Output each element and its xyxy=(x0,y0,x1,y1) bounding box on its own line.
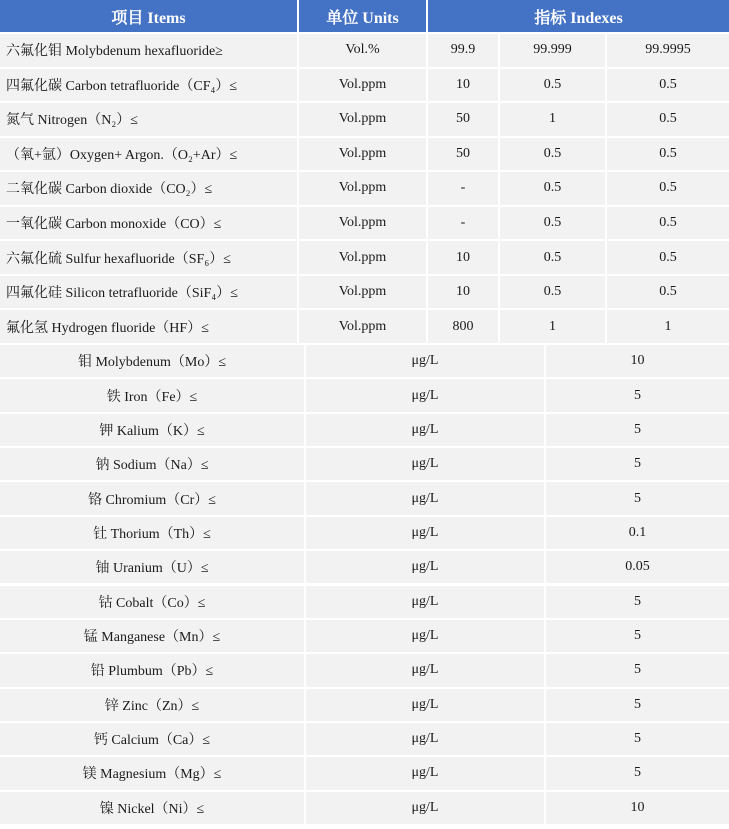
item-name: 氮气 Nitrogen（N₂）≤ xyxy=(0,103,299,136)
index-value-3: 99.9995 xyxy=(645,42,691,58)
item-name: 锌 Zinc（Zn）≤ xyxy=(0,689,306,721)
table-row xyxy=(0,69,729,104)
index-value-1: 10 xyxy=(428,276,500,309)
unit-value: μg/L xyxy=(306,517,546,549)
index-value-3: 0.5 xyxy=(659,145,677,161)
item-name: 锰 Manganese（Mn）≤ xyxy=(0,620,306,652)
index-value: 0.1 xyxy=(628,524,647,540)
unit-value: μg/L xyxy=(306,654,546,686)
header-units: 单位 Units xyxy=(299,0,428,32)
item-name: 四氟化硅 Silicon tetrafluoride（SiF₄）≤ xyxy=(0,276,299,309)
unit-value: μg/L xyxy=(306,792,546,824)
unit-value: Vol.ppm xyxy=(299,310,428,343)
unit-value: Vol.ppm xyxy=(299,103,428,136)
table-row xyxy=(0,482,729,516)
item-name: 钾 Kalium（K）≤ xyxy=(0,414,306,446)
index-value: 10 xyxy=(630,353,645,369)
table-row xyxy=(0,586,729,620)
item-name: 铬 Chromium（Cr）≤ xyxy=(0,482,306,514)
index-value-1: 800 xyxy=(428,310,500,343)
index-value-1: - xyxy=(428,172,500,205)
unit-value: Vol.ppm xyxy=(299,172,428,205)
table-row xyxy=(0,172,729,207)
unit-value: Vol.% xyxy=(299,34,428,67)
index-value: 5 xyxy=(634,456,641,472)
table-row xyxy=(0,310,729,345)
table-row xyxy=(0,34,729,69)
unit-value: μg/L xyxy=(306,689,546,721)
item-name: （氧+氩）Oxygen+ Argon.（O₂+Ar）≤ xyxy=(0,138,299,171)
index-value-3: 0.5 xyxy=(659,249,677,265)
index-value-2: 0.5 xyxy=(500,69,607,102)
unit-value: Vol.ppm xyxy=(299,207,428,240)
table-header xyxy=(0,0,729,34)
index-value-3: 0.5 xyxy=(659,215,677,231)
unit-value: μg/L xyxy=(306,482,546,514)
index-value: 5 xyxy=(634,593,641,609)
index-value-1: 10 xyxy=(428,241,500,274)
unit-value: μg/L xyxy=(306,620,546,652)
index-value-3: 0.5 xyxy=(659,284,677,300)
index-value-3: 0.5 xyxy=(659,76,677,92)
table-row xyxy=(0,757,729,791)
table-row xyxy=(0,792,729,826)
index-value: 5 xyxy=(634,387,641,403)
index-value-3: 0.5 xyxy=(659,111,677,127)
unit-value: Vol.ppm xyxy=(299,138,428,171)
index-value-2: 0.5 xyxy=(500,276,607,309)
index-value-2: 0.5 xyxy=(500,172,607,205)
index-value-3: 1 xyxy=(664,318,672,334)
table-row xyxy=(0,241,729,276)
unit-value: μg/L xyxy=(306,345,546,377)
index-value: 10 xyxy=(630,799,645,815)
unit-value: μg/L xyxy=(306,723,546,755)
index-value-1: 50 xyxy=(428,138,500,171)
item-name: 铁 Iron（Fe）≤ xyxy=(0,379,306,411)
table-row xyxy=(0,723,729,757)
table-row xyxy=(0,551,729,585)
index-value-1: 10 xyxy=(428,69,500,102)
table-row xyxy=(0,276,729,311)
table-row xyxy=(0,138,729,173)
table-row xyxy=(0,448,729,482)
item-name: 二氧化碳 Carbon dioxide（CO₂）≤ xyxy=(0,172,299,205)
index-value: 5 xyxy=(634,765,641,781)
table-row xyxy=(0,620,729,654)
index-value-1: 99.9 xyxy=(428,34,500,67)
unit-value: Vol.ppm xyxy=(299,276,428,309)
unit-value: Vol.ppm xyxy=(299,69,428,102)
index-value: 5 xyxy=(634,628,641,644)
table-row xyxy=(0,103,729,138)
table-row xyxy=(0,414,729,448)
unit-value: μg/L xyxy=(306,586,546,618)
index-value-2: 0.5 xyxy=(500,241,607,274)
item-name: 一氧化碳 Carbon monoxide（CO）≤ xyxy=(0,207,299,240)
table-row xyxy=(0,517,729,551)
index-value: 5 xyxy=(634,731,641,747)
index-value-2: 0.5 xyxy=(500,207,607,240)
index-value-2: 99.999 xyxy=(500,34,607,67)
unit-value: μg/L xyxy=(306,551,546,583)
index-value-1: - xyxy=(428,207,500,240)
unit-value: μg/L xyxy=(306,414,546,446)
index-value: 5 xyxy=(634,662,641,678)
item-name: 镍 Nickel（Ni）≤ xyxy=(0,792,306,824)
item-name: 铀 Uranium（U）≤ xyxy=(0,551,306,583)
header-indexes: 指标 Indexes xyxy=(534,9,623,27)
index-value: 5 xyxy=(634,490,641,506)
index-value: 0.05 xyxy=(625,559,650,575)
item-name: 钠 Sodium（Na）≤ xyxy=(0,448,306,480)
index-value-2: 1 xyxy=(500,310,607,343)
index-value-3: 0.5 xyxy=(659,180,677,196)
unit-value: Vol.ppm xyxy=(299,241,428,274)
table-row xyxy=(0,207,729,242)
item-name: 钙 Calcium（Ca）≤ xyxy=(0,723,306,755)
index-value: 5 xyxy=(634,421,641,437)
unit-value: μg/L xyxy=(306,379,546,411)
item-name: 钴 Cobalt（Co）≤ xyxy=(0,586,306,618)
item-name: 六氟化钼 Molybdenum hexafluoride≥ xyxy=(0,34,299,67)
unit-value: μg/L xyxy=(306,448,546,480)
table-row xyxy=(0,345,729,379)
item-name: 铅 Plumbum（Pb）≤ xyxy=(0,654,306,686)
item-name: 钼 Molybdenum（Mo）≤ xyxy=(0,345,306,377)
header-items: 项目 Items xyxy=(0,0,299,32)
item-name: 氟化氢 Hydrogen fluoride（HF）≤ xyxy=(0,310,299,343)
item-name: 四氟化碳 Carbon tetrafluoride（CF₄）≤ xyxy=(0,69,299,102)
item-name: 镁 Magnesium（Mg）≤ xyxy=(0,757,306,789)
table-row xyxy=(0,654,729,688)
index-value-2: 1 xyxy=(500,103,607,136)
unit-value: μg/L xyxy=(306,757,546,789)
table-row xyxy=(0,379,729,413)
item-name: 六氟化硫 Sulfur hexafluoride（SF₆）≤ xyxy=(0,241,299,274)
item-name: 钍 Thorium（Th）≤ xyxy=(0,517,306,549)
table-row xyxy=(0,689,729,723)
index-value: 5 xyxy=(634,696,641,712)
index-value-2: 0.5 xyxy=(500,138,607,171)
index-value-1: 50 xyxy=(428,103,500,136)
